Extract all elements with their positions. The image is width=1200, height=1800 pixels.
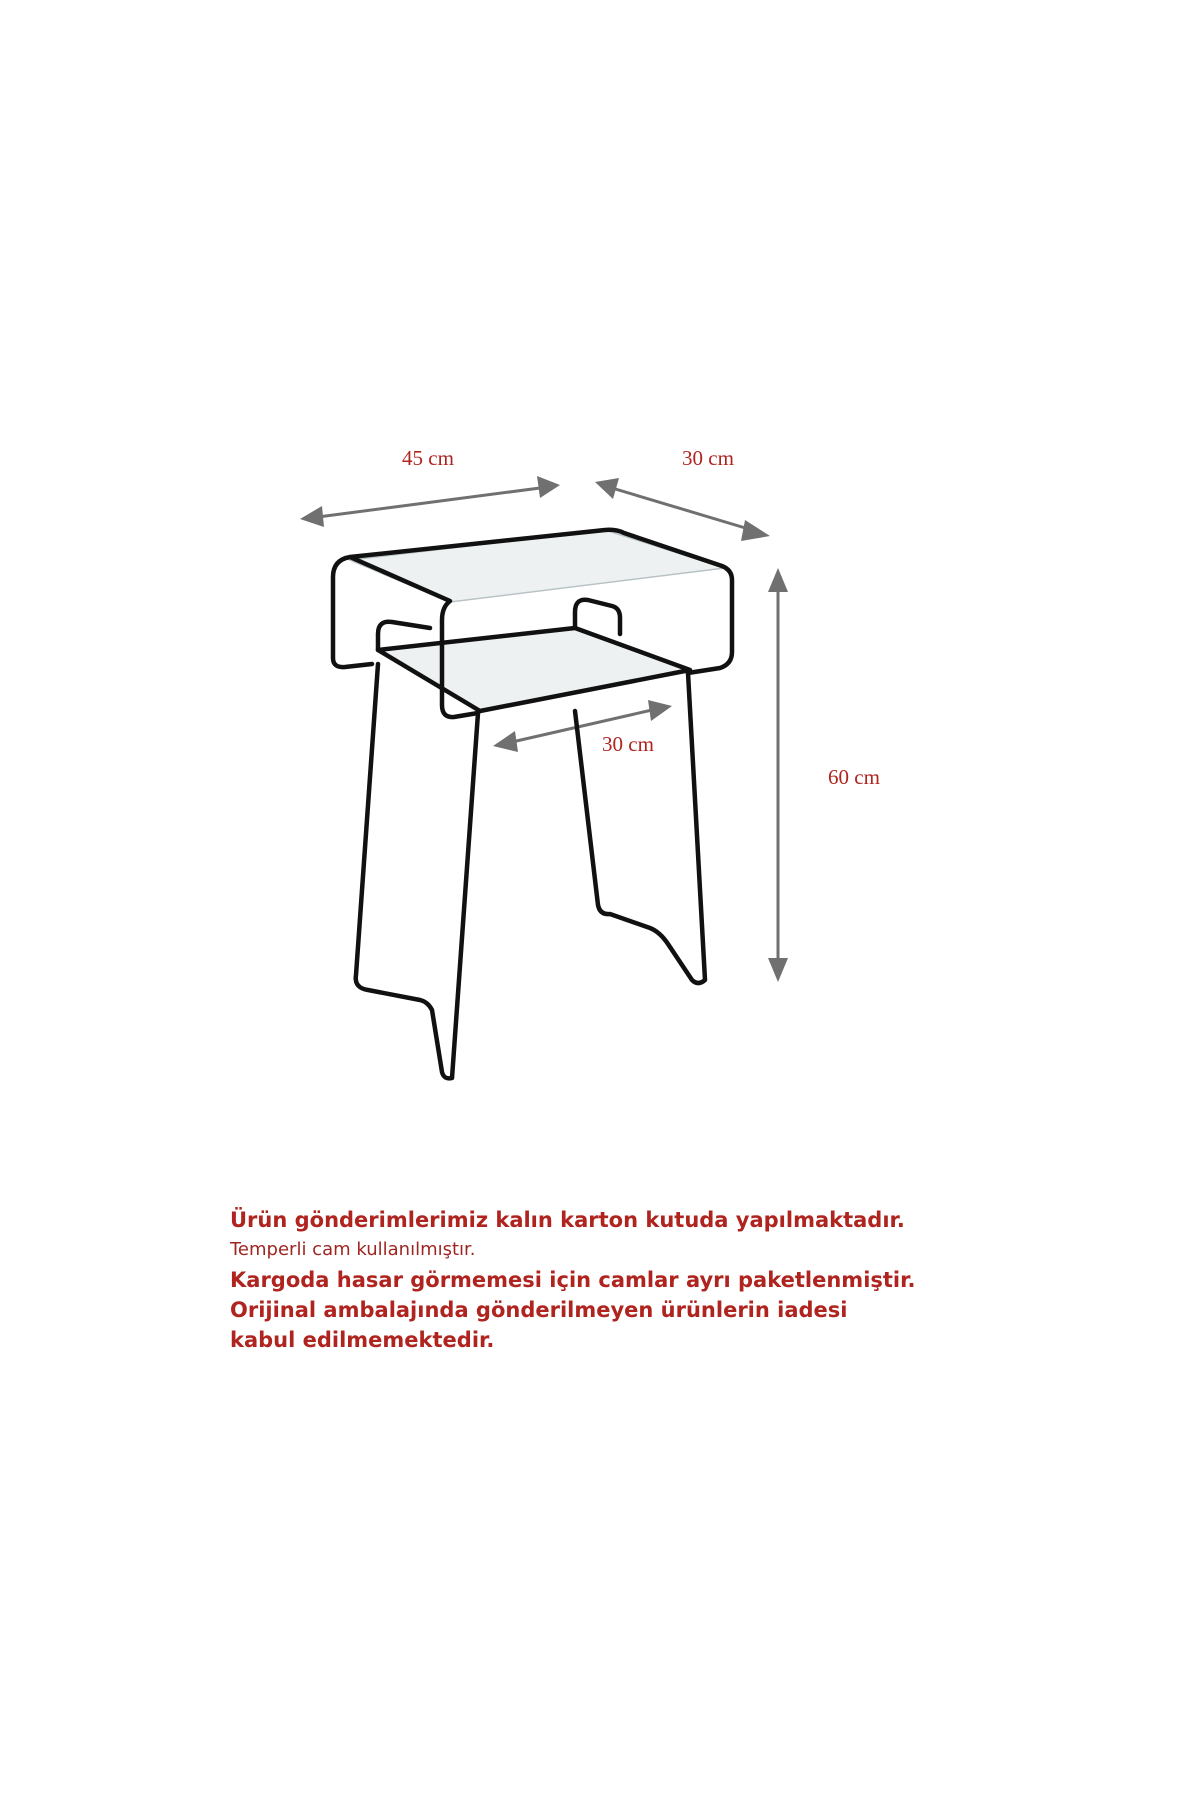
note-line-2: Temperli cam kullanılmıştır. <box>230 1239 476 1260</box>
width-label: 45 cm <box>402 446 454 470</box>
height-label: 60 cm <box>828 765 880 789</box>
height-arrow <box>768 568 788 982</box>
note-line-1: Ürün gönderimlerimiz kalın karton kutuda yapılmaktadır. <box>230 1208 905 1232</box>
note-line-4: Orijinal ambalajında gönderilmeyen ürünlerin iadesi <box>230 1298 848 1322</box>
top-glass <box>350 530 725 602</box>
shipping-notes <box>230 1205 1050 1355</box>
depth-label: 30 cm <box>682 446 734 470</box>
note-line-3: Kargoda hasar görmemesi için camlar ayrı paketlenmiştir. <box>230 1268 916 1292</box>
side-table-illustration <box>333 530 732 1079</box>
note-line-5: kabul edilmemektedir. <box>230 1328 495 1352</box>
shelf-width-label: 30 cm <box>602 732 654 756</box>
width-arrow <box>300 476 560 527</box>
left-leg <box>356 664 478 1078</box>
right-leg <box>575 673 705 983</box>
